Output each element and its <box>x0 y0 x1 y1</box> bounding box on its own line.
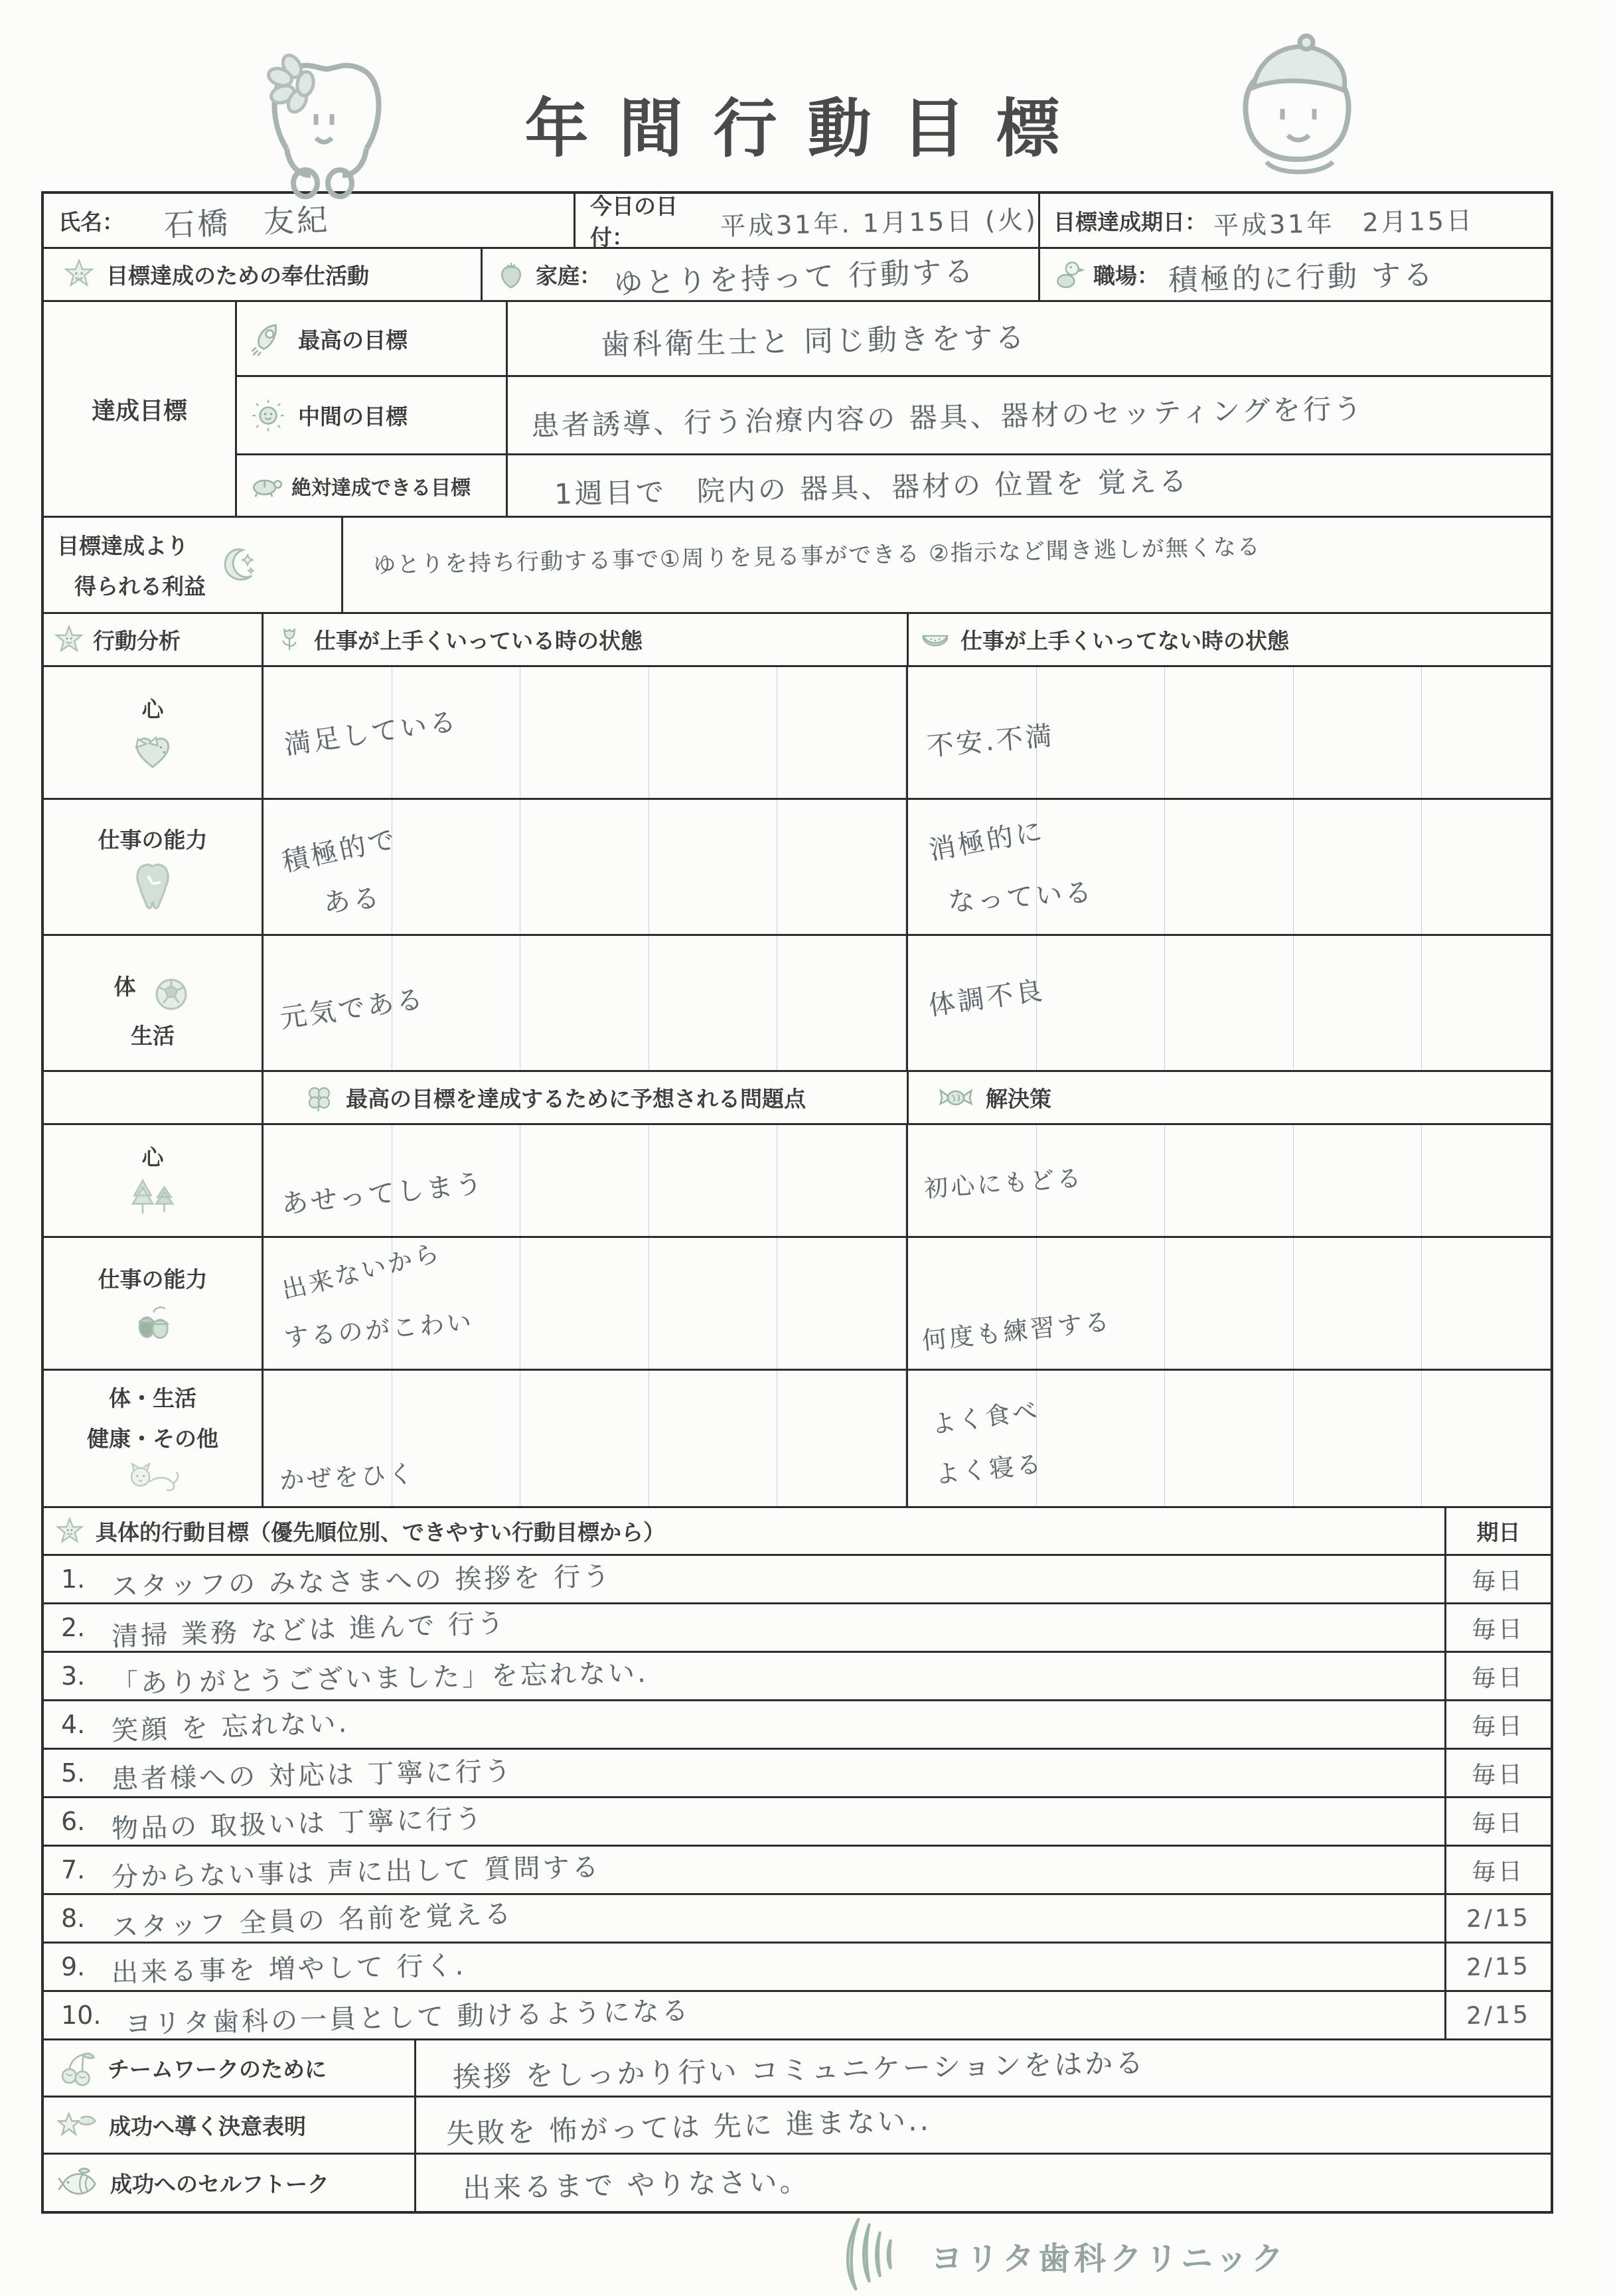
analysis-heart-label: 心 <box>141 696 164 722</box>
action-item-row <box>44 1651 1551 1699</box>
problems-header-row <box>44 1070 1551 1123</box>
body-bad-cell <box>906 936 1551 1070</box>
skill-problem-value-2: するのがこわい <box>282 1307 475 1353</box>
item-due: 2/15 <box>1466 2001 1531 2030</box>
goal-form-table <box>41 191 1553 2214</box>
actions-header: 具体的行動目標（優先順位別、できやすい行動目標から） <box>96 1519 665 1545</box>
body-problem-value: かぜをひく <box>279 1459 417 1495</box>
body-solution-value-2: よく寝る <box>933 1449 1045 1490</box>
action-item-row <box>44 1942 1551 1990</box>
tooth-clock-icon <box>129 860 177 911</box>
actions-header-row <box>44 1506 1551 1554</box>
analysis-header-row <box>44 612 1551 665</box>
work-value: 積極的に行動 する <box>1168 258 1436 297</box>
heart-problem-value: あせってしまう <box>279 1168 487 1220</box>
clinic-logo-text: ヨリタ歯科クリニック <box>931 2240 1288 2277</box>
heart-bad-cell <box>906 667 1551 798</box>
analysis-label: 行動分析 <box>93 628 181 654</box>
fish-icon <box>57 2166 100 2200</box>
home-value: ゆとりを持って 行動する <box>613 254 976 301</box>
moon-stars-icon <box>218 545 258 585</box>
analysis-skill-label: 仕事の能力 <box>98 826 208 853</box>
clover-icon <box>303 1082 335 1114</box>
item-due: 毎日 <box>1472 1857 1525 1886</box>
goal-min-label: 絶対達成できる目標 <box>291 476 471 500</box>
item-text: 出来る事を 増やして 行く. <box>111 1950 467 1989</box>
analysis-row-body <box>44 934 1551 1070</box>
home-label: 家庭： <box>536 263 601 289</box>
teamwork-label: チームワークのために <box>108 2056 327 2082</box>
swoosh-logo-icon <box>835 2216 921 2295</box>
analysis-bad-header: 仕事が上手くいってない時の状態 <box>961 628 1289 654</box>
action-item-row <box>44 1748 1551 1796</box>
body-bad-value: 体調不良 <box>927 974 1047 1022</box>
item-due: 毎日 <box>1472 1615 1525 1644</box>
shooting-star-icon <box>57 2109 98 2142</box>
row-service <box>44 247 1551 300</box>
skill-bad-value-2: なっている <box>947 877 1095 918</box>
problems-heart-label: 心 <box>141 1144 164 1170</box>
action-item-row <box>44 1990 1551 2038</box>
benefit-label-2: 得られる利益 <box>74 574 206 599</box>
candy-icon <box>935 1080 976 1116</box>
heart-ribbon-icon <box>128 730 177 773</box>
heart-solution-value: 初心にもどる <box>923 1164 1085 1203</box>
skill-problem-cell <box>262 1238 906 1369</box>
body-problem-cell <box>262 1371 906 1506</box>
goal-min-value: 1週目で 院内の 器具、器材の 位置を 覚える <box>554 464 1190 510</box>
skill-good-value: 積極的で <box>279 824 400 878</box>
goal-top-label: 最高の目標 <box>298 327 408 353</box>
skill-problem-value: 出来ないから <box>279 1237 445 1306</box>
item-text: 清掃 業務 などは 進んで 行う <box>111 1608 507 1652</box>
cat-icon <box>124 1458 181 1495</box>
solution-header: 解決策 <box>986 1086 1051 1112</box>
item-number: 3. <box>61 1661 86 1691</box>
item-due: 2/15 <box>1466 1952 1531 1981</box>
problems-row-skill <box>44 1236 1551 1369</box>
due-header: 期日 <box>1476 1519 1521 1545</box>
selftalk-value: 出来るまで やりなさい。 <box>462 2165 810 2204</box>
action-item-row <box>44 1796 1551 1845</box>
action-item-row <box>44 1893 1551 1942</box>
service-label: 目標達成のための奉仕活動 <box>106 263 369 289</box>
heart-good-cell <box>262 667 906 798</box>
rocket-icon <box>250 321 286 356</box>
body-good-cell <box>262 936 906 1070</box>
item-due: 毎日 <box>1472 1809 1525 1838</box>
goal-top-value: 歯科衛生士と 同じ動きをする <box>600 321 1028 362</box>
item-text: スタッフの みなさまへの 挨拶を 行う <box>111 1561 613 1602</box>
body-solution-cell <box>906 1371 1551 1506</box>
sun-face-icon <box>250 398 286 433</box>
tulip-icon <box>274 625 305 655</box>
date-value: 平成31年. 1月15日 (火) <box>720 204 1039 241</box>
action-item-row <box>44 1602 1551 1651</box>
item-due: 毎日 <box>1472 1567 1525 1596</box>
item-text: 笑顔 を 忘れない. <box>111 1707 350 1746</box>
skill-solution-cell <box>906 1238 1551 1369</box>
smiley-face-icon <box>62 258 96 291</box>
action-item-row <box>44 1845 1551 1893</box>
clinic-logo <box>835 2216 1287 2295</box>
trees-icon <box>126 1177 179 1221</box>
item-text: 患者様への 対応は 丁寧に行う <box>111 1756 514 1795</box>
problems-row-body <box>44 1369 1551 1506</box>
goal-mid-label: 中間の目標 <box>298 404 408 429</box>
goals-block <box>44 300 1551 516</box>
skill-good-cell <box>262 800 906 934</box>
teamwork-value: 挨拶 をしっかり行い コミュニケーションをはかる <box>452 2046 1146 2094</box>
item-text: 物品の 取扱いは 丁寧に行う <box>111 1803 485 1845</box>
turtle-icon <box>248 467 285 504</box>
item-number: 5. <box>61 1758 86 1788</box>
skill-solution-value: 何度も練習する <box>920 1307 1113 1355</box>
problems-body-label-2: 健康・その他 <box>87 1426 218 1452</box>
tooth-mascot-beret-icon <box>1213 27 1386 192</box>
heart-problem-cell <box>262 1125 906 1236</box>
date-label: 今日の日付： <box>590 193 678 250</box>
resolution-row <box>44 2096 1551 2153</box>
selftalk-row <box>44 2153 1551 2211</box>
watermelon-icon <box>919 624 951 656</box>
star-smiley-icon <box>53 624 85 656</box>
name-label: 氏名： <box>58 208 124 235</box>
soccer-ball-icon <box>151 974 192 1015</box>
star-smiley-icon-2 <box>54 1516 85 1547</box>
item-number: 2. <box>61 1613 86 1642</box>
body-good-value: 元気である <box>278 983 427 1035</box>
analysis-row-skill <box>44 798 1551 934</box>
analysis-body-label-2: 生活 <box>131 1022 175 1049</box>
item-due: 毎日 <box>1472 1712 1525 1741</box>
selftalk-label: 成功へのセルフトーク <box>110 2171 329 2197</box>
work-label: 職場： <box>1093 263 1159 289</box>
skill-good-value-2: ある <box>322 882 384 919</box>
problems-skill-label: 仕事の能力 <box>98 1266 208 1292</box>
item-due: 2/15 <box>1466 1904 1531 1933</box>
item-due: 毎日 <box>1472 1760 1525 1790</box>
analysis-row-heart <box>44 665 1551 798</box>
resolution-label: 成功へ導く決意表明 <box>109 2113 306 2139</box>
goals-section-label: 達成目標 <box>91 397 187 425</box>
heart-bad-value: 不安.不満 <box>925 720 1056 763</box>
heart-good-value: 満足している <box>282 706 461 761</box>
item-number: 1. <box>61 1565 86 1594</box>
item-text: ヨリタ歯科の一員として 動けるようになる <box>125 1995 692 2040</box>
benefit-value: ゆとりを持ち行動する事で①周りを見る事ができる ②指示など聞き逃しが無くなる <box>372 533 1262 579</box>
deadline-label: 目標達成期日： <box>1053 208 1207 235</box>
skill-bad-value: 消極的に <box>926 816 1047 866</box>
goal-mid-value: 患者誘導、行う治療内容の 器具、器材のセッティングを行う <box>530 392 1365 442</box>
item-due: 毎日 <box>1472 1663 1525 1693</box>
bird-icon <box>1052 258 1085 291</box>
action-item-row <box>44 1554 1551 1602</box>
item-text: 「ありがとうございました」を忘れない. <box>111 1657 649 1699</box>
deadline-value: 平成31年 2月15日 <box>1213 205 1475 240</box>
benefit-label-1: 目標達成より <box>57 533 189 559</box>
benefit-row <box>44 516 1551 612</box>
item-number: 7. <box>61 1855 86 1884</box>
item-text: 分からない事は 声に出して 質問する <box>111 1851 602 1893</box>
analysis-good-header: 仕事が上手くいっている時の状態 <box>314 628 643 654</box>
item-number: 8. <box>61 1904 86 1933</box>
item-text: スタッフ 全員の 名前を覚える <box>111 1898 514 1944</box>
resolution-value: 失敗を 怖がっては 先に 進まない.. <box>445 2104 932 2150</box>
skill-bad-cell <box>906 800 1551 934</box>
tooth-mascot-flower-icon <box>247 45 406 204</box>
heart-solution-cell <box>906 1125 1551 1236</box>
problems-header: 最高の目標を達成するために予想される問題点 <box>346 1086 806 1112</box>
acorn-icon <box>129 1300 177 1344</box>
cherries-icon <box>57 2048 97 2088</box>
item-number: 4. <box>61 1710 86 1739</box>
item-number: 10. <box>61 2001 102 2030</box>
item-number: 6. <box>61 1807 86 1836</box>
problems-body-label-1: 体・生活 <box>109 1385 196 1411</box>
problems-row-heart <box>44 1123 1551 1236</box>
action-item-row <box>44 1699 1551 1748</box>
analysis-body-label-1: 体 <box>114 974 136 1000</box>
item-number: 9. <box>61 1952 86 1981</box>
teamwork-row <box>44 2038 1551 2096</box>
strawberry-icon <box>496 260 526 290</box>
name-value: 石橋 友紀 <box>163 201 331 244</box>
body-solution-value: よく食べ <box>929 1395 1041 1440</box>
page-title: 年間行動目標 <box>524 92 1091 166</box>
